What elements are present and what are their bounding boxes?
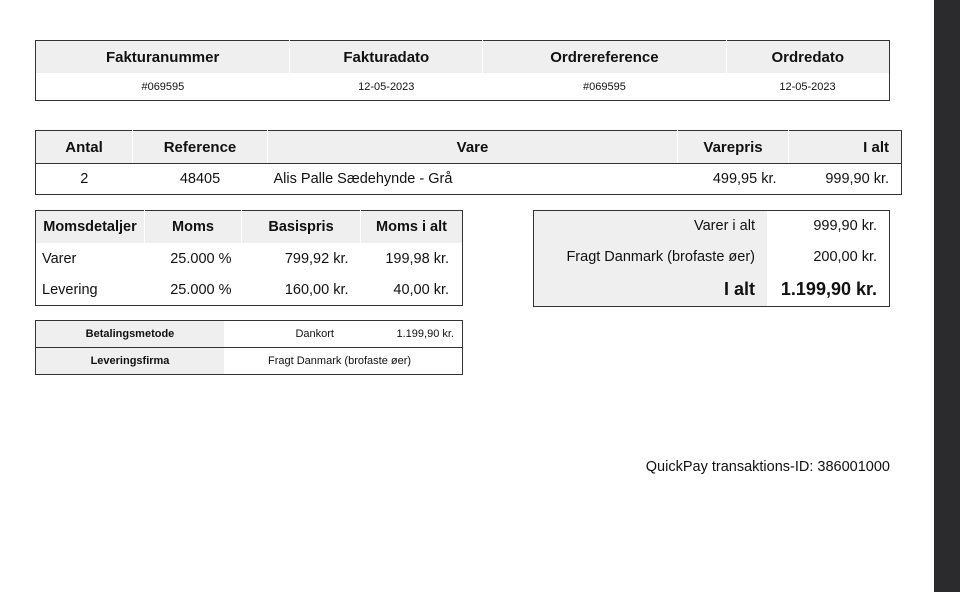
table-row: [36, 243, 463, 274]
transaction-id: QuickPay transaktions-ID: 386001000: [645, 459, 890, 475]
table-row: [36, 274, 463, 306]
payment-amount: 1.199,90 kr.: [396, 328, 454, 340]
vat-rate: 25.000 %: [170, 281, 232, 298]
item-reference: 48405: [179, 171, 221, 187]
payment-table: [35, 320, 463, 375]
vat-amount: 199,98 kr.: [385, 250, 449, 267]
table-row: [534, 211, 890, 242]
column-header: Varepris: [678, 131, 789, 164]
table-row: [36, 164, 902, 195]
table-row: [534, 273, 890, 307]
window-edge: [934, 0, 960, 592]
items-total-value: 999,90 kr.: [813, 218, 877, 235]
item-name: Alis Palle Sædehynde - Grå: [273, 171, 453, 187]
table-row: [36, 321, 463, 348]
vat-details-table: [35, 210, 463, 306]
shipping-value: 200,00 kr.: [813, 249, 877, 265]
column-header: Antal: [36, 131, 133, 164]
table-header-row: [36, 41, 890, 74]
table-row: [36, 348, 463, 375]
totals-table: [533, 210, 890, 307]
column-header: Vare: [268, 131, 678, 164]
carrier-label: Leveringsfirma: [36, 348, 225, 375]
grand-total-value: 1.199,90 kr.: [780, 278, 877, 299]
item-unit-price: 499,95 kr.: [712, 171, 777, 187]
table-header-row: [36, 211, 463, 244]
payment-method-value: Dankort: [295, 328, 334, 340]
column-header: Basispris: [242, 211, 361, 244]
items-total-label: Varer i alt: [534, 211, 768, 242]
column-header: I alt: [789, 131, 902, 164]
vat-rate: 25.000 %: [170, 250, 232, 267]
table-row: [36, 73, 890, 101]
vat-base: 799,92 kr.: [284, 250, 349, 267]
payment-method-label: Betalingsmetode: [36, 321, 225, 348]
order-date: 12-05-2023: [779, 80, 836, 93]
table-header-row: [36, 131, 902, 164]
vat-label: Varer: [42, 250, 77, 267]
table-row: [534, 242, 890, 273]
items-table: [35, 130, 902, 195]
invoice-date: 12-05-2023: [358, 80, 415, 93]
order-reference: #069595: [583, 80, 626, 93]
invoice-number: #069595: [141, 80, 185, 93]
column-header: Fakturanummer: [36, 41, 290, 74]
vat-base: 160,00 kr.: [284, 281, 349, 298]
shipping-label: Fragt Danmark (brofaste øer): [534, 242, 768, 273]
column-header: Reference: [133, 131, 268, 164]
item-quantity: 2: [80, 171, 89, 187]
column-header: Momsdetaljer: [36, 211, 145, 244]
vat-amount: 40,00 kr.: [393, 281, 449, 298]
column-header: Ordredato: [726, 41, 889, 74]
invoice-header-table: [35, 40, 890, 101]
column-header: Ordrereference: [483, 41, 726, 74]
item-total: 999,90 kr.: [825, 171, 889, 187]
vat-label: Levering: [42, 281, 98, 298]
column-header: Moms: [145, 211, 242, 244]
column-header: Fakturadato: [290, 41, 483, 74]
grand-total-label: I alt: [534, 273, 768, 307]
column-header: Moms i alt: [361, 211, 463, 244]
carrier-value: Fragt Danmark (brofaste øer): [224, 348, 463, 375]
